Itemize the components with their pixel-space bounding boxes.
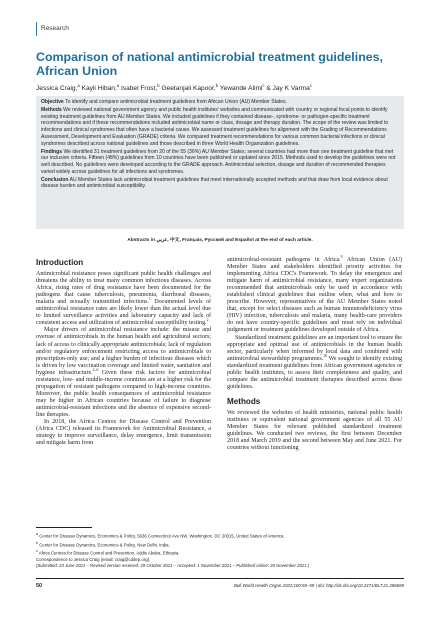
citation-mark: 4–6 (92, 367, 99, 372)
body-paragraph: antimicrobial-resistant pathogens in Africa.$^9$ African Union (AU) Member States and stakeholders identified priority activities for implementing Africa CDC's Framework. To delay the emergence and mitigate harm of antimicrobial resistance, many expert organizations recommended that antimicrobials only be used in accordance with established clinical guidelines that outline when, what and how to prescribe. However, representatives of the AU Member States noted that, except for select diseases such as human immunodeficiency virus (HIV) infection, tuberculosis and malaria, many health-care providers do not have country-specific guidelines and must rely on individual judgement or treatment guidelines developed outside of Africa. (227, 255, 402, 334)
author-name: Geetanjali Kapoor, (159, 85, 216, 93)
author-name: Yewande Alimi (218, 85, 263, 93)
abstract-methods (41, 107, 399, 147)
section-heading-introduction: Introduction (36, 258, 84, 267)
page-number: 50 (36, 583, 43, 589)
left-column (36, 258, 211, 447)
footer-rule (36, 578, 404, 579)
abstract-languages-note: Abstracts in عربي, 中文, Français, Русский and Español at the end of each article. (127, 238, 313, 243)
body-paragraph: Major drivers of antimicrobial resistance include: the misuse and overuse of antimicrobials in the human health and agricultural sectors; lack of access to clinically appropriate antimicrobials; lack of regulation and/or regulatory enforcement restricting access to antimicrobials to prescription-only use; and a higher burden of infectious diseases which is driven by low vaccination coverage and limited water, sanitation and hygiene infrastructure.$^{4-6}$ Given these risk factors for antimicrobial resistance, low- and middle-income countries are at a higher risk for the propagation of resistant pathogens compared to high-income countries. Moreover, the public health consequences of antimicrobial resistance may be higher in African countries because of failure to diagnose antimicrobial-resistant infections and the absence of expensive second-line therapies. (36, 327, 211, 418)
author-affiliation-mark: c (309, 83, 312, 88)
abstract-label: Conclusion (41, 176, 69, 183)
abstract-box (36, 96, 404, 229)
author-list (36, 83, 406, 92)
author-affiliation-mark: b (215, 83, 219, 88)
author-name: Kayli Hiban, (79, 85, 117, 93)
body-paragraph: We reviewed the websites of health ministries, national public health institutes or equivalent national government agencies of all 55 AU Member States for relevant published standardized treatment guidelines. We conducted two reviews, the first between December 2018 and March 2019 and the second between May and June 2021. For countries without functioning (227, 409, 402, 452)
journal-citation: Bull World Health Organ 2022;100:50–59 | doi: http://dx.doi.org/10.2471/BLT.21.286689 (233, 583, 404, 588)
body-paragraph: Standardized treatment guidelines are an important tool to ensure the appropriate and optimal use of antimicrobials in the human health sector, particularly when informed by local data and combined with antimicrobial stewardship programmes.$^{10}$ We sought to identify existing standardized treatment guidelines from African government agencies or public health institutes, to assess their completeness and quality, and compare the antimicrobial treatment therapies described across these guidelines. (227, 334, 402, 390)
right-column (227, 257, 402, 452)
body-paragraph: In 2018, the Africa Centres for Disease Control and Prevention (Africa CDC) released its Framework for Antimicrobial Resistance, a strategy to improve surveillance, delay emergence, limit transmission and mitigate harm from (36, 419, 211, 447)
section-tag: Research (36, 22, 69, 36)
author-name: Jessica Craig, (36, 85, 78, 93)
author-name: Isabel Frost, (119, 85, 158, 93)
author-affiliation-mark: c (262, 83, 265, 88)
correspondence: Correspondence to Jessica Craig (email: craig@cddep.org). (36, 557, 151, 563)
abstract-text: We reviewed national government agency and public health institutes' websites and communicated with country or regional focal points to identify existing treatment guidelines from AU Member States. We included guidelines if they contained disease-, syndrome- or pathogen-specific treatment recommendations and if these recommendations included antimicrobial name or class, dosage and therapy duration. The scope of the review was limited to infections and clinical syndromes that often have a bacterial cause. We assessed treatment guidelines for alignment with the Grading of Recommendations Assessment, Development and Evaluation (GRADE) criteria. We compared treatment recommendations for various common bacterial infections or clinical syndromes described across national guidelines and those described in three World Health Organization guidelines. (41, 107, 389, 147)
abstract-conclusion (41, 177, 399, 190)
affiliation-b: $^b$ Center for Disease Dynamics, Economics & Policy, New Delhi, India. (36, 540, 170, 548)
abstract-findings (41, 149, 399, 176)
abstract-text: To identify and compare antimicrobial treatment guidelines from African Union (AU) Member States. (65, 99, 287, 105)
abstract-label: Findings (41, 148, 63, 155)
author-affiliation-mark: a (77, 83, 80, 88)
citation-mark: 2 (206, 318, 209, 323)
article-title: Comparison of national antimicrobial treatment guidelines, African Union (36, 50, 383, 78)
footnotes (36, 531, 406, 570)
body-paragraph: Antimicrobial resistance poses significant public health challenges and threatens the ability to treat many common infectious diseases. Across Africa, rising rates of drug resistance have been documented for the pathogens that cause tuberculosis, pneumonia, diarrhoeal diseases, malaria and sexually transmitted infections.$^1$ Documented levels of antimicrobial resistance rates are likely lower than the actual level due to limited surveillance activities and laboratory capacity and lack of consistent access and utilization of antimicrobial susceptibility testing.$^2$ (36, 271, 212, 327)
abstract-text: We identified 31 treatment guidelines from 20 of the 55 (36%) AU Member States; several countries had more than one treatment guideline that met our inclusion criteria. Fifteen (48%) guidelines from 10 countries have been published or updated since 2015. Methods used to develop the guidelines were not well described. No guidelines were developed according to the GRADE approach. Antimicrobial selection, dosage and duration of recommended therapies varied widely across guidelines for all infections and syndromes. (41, 148, 396, 175)
author-affiliation-mark: b (157, 83, 160, 88)
citation-mark: 1 (149, 297, 151, 302)
abstract-label: Objective (41, 99, 64, 105)
abstract-text: AU Member States lack antimicrobial treatment guidelines that meet internationally accepted methods and that draw from local evidence about disease burden and antimicrobial susceptibility. (41, 176, 388, 190)
section-heading-methods: Methods (227, 396, 261, 406)
footnote-rule (36, 527, 92, 528)
abstract-objective (41, 99, 399, 106)
submission-dates: (Submitted: 23 June 2021 – Revised version received: 29 October 2021 – Accepted: 1 November 2021 – Published online: 26 November 2021 ) (36, 563, 310, 569)
author-affiliation-mark: a (116, 83, 120, 88)
abstract-label: Methods (41, 107, 62, 113)
author-name: & Jay K Varma (264, 85, 310, 93)
affiliation-c: $^c$ Africa Centres for Disease Control and Prevention, Addis Ababa, Ethiopia. (36, 549, 180, 556)
citation-mark: 9 (340, 255, 343, 259)
affiliation-a: $^a$ Center for Disease Dynamics, Economics & Policy, 5636 Connecticut Ave NW, Washington, DC 20015, United States of America. (36, 532, 285, 539)
citation-mark: 10 (323, 353, 328, 358)
